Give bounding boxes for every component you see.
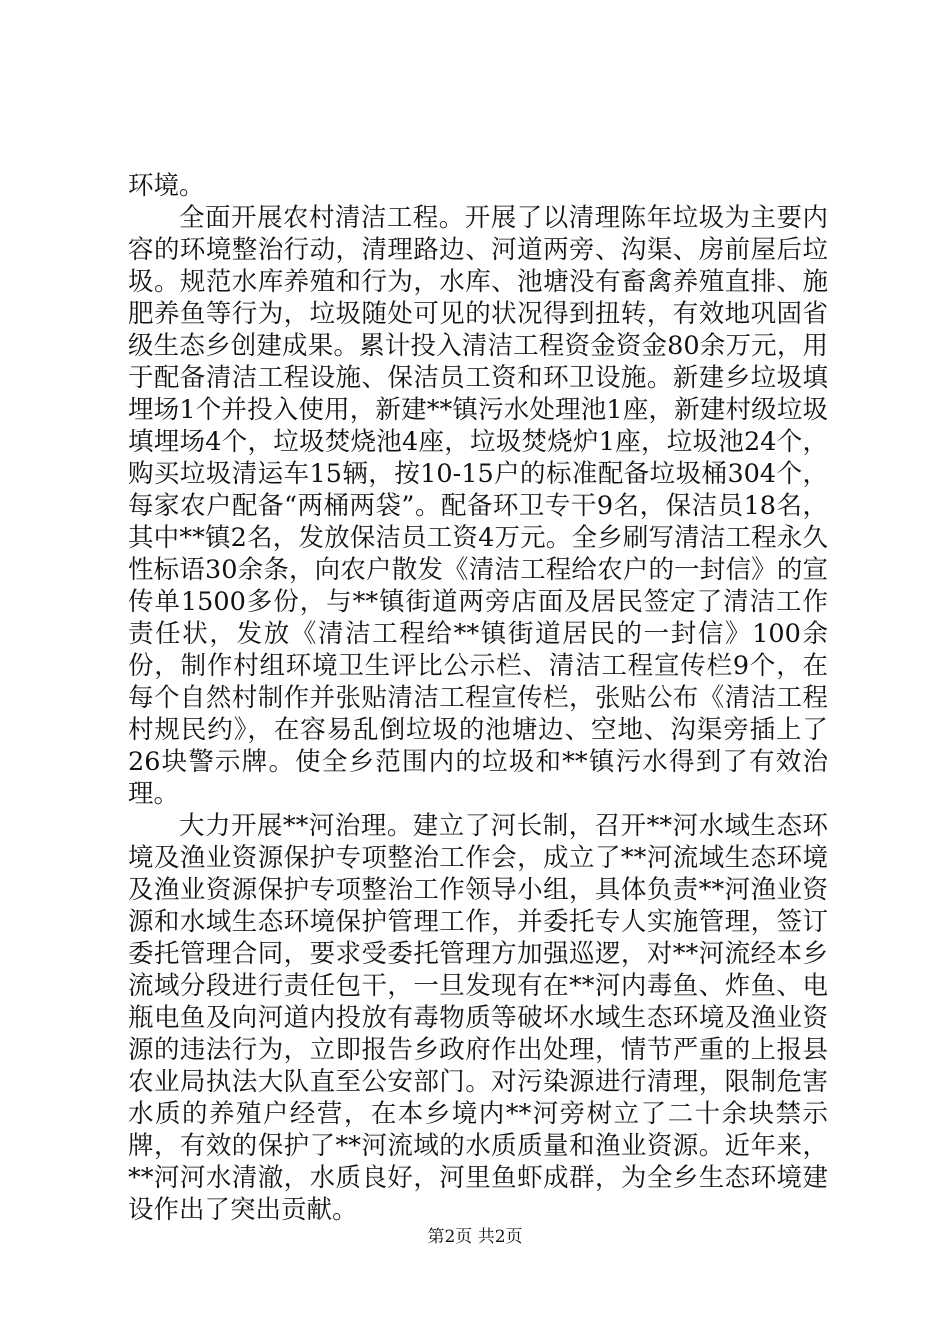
- paragraph-river-governance: 大力开展**河治理。建立了河长制，召开**河水域生态环境及渔业资源保护专项整治工作会，成立了**河流域生态环境及渔业资源保护专项整治工作领导小组，具体负责**河渔业资源和水域生态环境保护管理工作，并委托专人实施管理，签订委托管理合同，要求受委托管理方加强巡逻，对**河流经本乡流域分段进行责任包干，一旦发现有在**河内毒鱼、炸鱼、电瓶电鱼及向河道内投放有毒物质等破坏水域生态环境及渔业资源的违法行为，立即报告乡政府作出处理，情节严重的上报县农业局执法大队直至公安部门。对污染源进行清理，限制危害水质的养殖户经营，在本乡境内**河旁树立了二十余块禁示牌，有效的保护了**河流域的水质质量和渔业资源。近年来，**河河水清澈，水质良好，河里鱼虾成群，为全乡生态环境建设作出了突出贡献。: [128, 811, 828, 1225]
- page-footer: [0, 1226, 950, 1248]
- paragraph-continuation: 环境。: [128, 171, 205, 201]
- page-number: 第2页 共2页: [427, 1227, 523, 1247]
- paragraph-rural-cleaning: 全面开展农村清洁工程。开展了以清理陈年垃圾为主要内容的环境整治行动，清理路边、河道两旁、沟渠、房前屋后垃圾。规范水库养殖和行为，水库、池塘没有畜禽养殖直排、施肥养鱼等行为，垃圾随处可见的状况得到扭转，有效地巩固省级生态乡创建成果。累计投入清洁工程资金资金80余万元，用于配备清洁工程设施、保洁员工资和环卫设施。新建乡垃圾填埋场1个并投入使用，新建**镇污水处理池1座，新建村级垃圾填埋场4个，垃圾焚烧池4座，垃圾焚烧炉1座，垃圾池24个，购买垃圾清运车15辆，按10-15户的标准配备垃圾桶304个，每家农户配备“两桶两袋”。配备环卫专干9名，保洁员18名，其中**镇2名，发放保洁员工资4万元。全乡刷写清洁工程永久性标语30余条，向农户散发《清洁工程给农户的一封信》的宣传单1500多份，与**镇街道两旁店面及居民签定了清洁工作责任状，发放《清洁工程给**镇街道居民的一封信》100余份，制作村组环境卫生评比公示栏、清洁工程宣传栏9个，在每个自然村制作并张贴清洁工程宣传栏，张贴公布《清洁工程村规民约》，在容易乱倒垃圾的池塘边、空地、沟渠旁插上了26块警示牌。使全乡范围内的垃圾和**镇污水得到了有效治理。: [128, 203, 828, 809]
- document-body: [128, 170, 828, 1226]
